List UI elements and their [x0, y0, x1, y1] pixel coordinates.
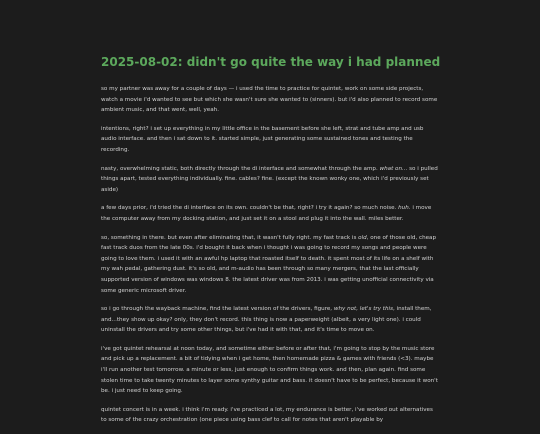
- paragraph-text: quintet concert is in a week. i think i'm ready. i've practiced a lot, my endurance is better, i've worked out alternatives to some of the crazy orchestration (one piece using bass clef to call for notes that aren't playable by: [101, 406, 433, 424]
- paragraph-text: , install them, and...they show up okay? only, they don't record. this thing is now a paperweight (albeit, a very light one). i could uninstall the drivers and try some other things, but i've had it with that, and it's time to move on.: [101, 306, 432, 334]
- post-paragraph: [101, 233, 440, 297]
- paragraph-text: so my partner was away for a couple of days — i used the time to practice for quintet, work on some side projects, watch a movie i'd wanted to see but which she wasn't sure she wanted to (sinners). but i'd also planned to record some ambient music, and that went, well, yeah.: [101, 86, 438, 114]
- post-paragraph: [101, 84, 440, 116]
- post-paragraph: [101, 203, 440, 224]
- paragraph-text: so, something in there. but even after eliminating that, it wasn't fully right. my fast track is: [101, 234, 359, 241]
- emphasized-text: what on...: [379, 165, 408, 172]
- paragraph-text: nasty, overwhelming static, both directly through the di interface and somewhat through the amp.: [101, 165, 380, 172]
- post-paragraph: [101, 304, 440, 336]
- post-paragraph: [101, 344, 440, 397]
- emphasized-text: old: [358, 234, 367, 241]
- paragraph-text: so i go through the wayback machine, find the latest version of the drivers, figure,: [101, 306, 334, 313]
- emphasized-text: why not, let's try this: [333, 306, 394, 313]
- post-body: [101, 84, 440, 434]
- paragraph-text: i've got quintet rehearsal at noon today, and sometime either before or after that, i'm going to stop by the music store and pick up a replacement. a bit of tidying when i get home, then homemade pizza & games with friends (<3). maybe i'll run another test tomorrow. a minute or less, just enough to confirm things work. and then, plan again. find some stolen time to take twenty minutes to layer some synthy guitar and bass. it doesn't have to be perfect, because it won't be. i just need to keep going.: [101, 345, 438, 395]
- post-title: 2025-08-02: didn't go quite the way i had planned: [101, 55, 441, 69]
- post-paragraph: [101, 124, 440, 156]
- paragraph-text: a few days prior, i'd tried the di interface on its own. couldn't be that, right? i try it again? so much noise.: [101, 205, 399, 212]
- emphasized-text: huh.: [398, 205, 411, 212]
- paragraph-text: , one of those old, cheap fast track duos from the late 00s. i'd bought it back when i thought i was going to record my songs and people were going to love them. i used it with an awful hp laptop that roasted itself to death. it spent most of its life on a shelf with my wah pedal, gathering dust. it's so old, and m-audio has been through so many mergers, that the last officially supported version of windows was windows 8. the latest driver was from 2013. i was getting unofficial connectivity via some generic microsoft driver.: [101, 234, 437, 294]
- paragraph-text: intentions, right? i set up everything in my little office in the basement before she left, strat and tube amp and usb audio interface. and then i sat down to it. started simple, just generating some sustained tones and testing the recording.: [101, 125, 424, 153]
- post-paragraph: [101, 164, 440, 196]
- paragraph-text: i move the computer away from my docking station, and just set it on a stool and plug it into the wall. miles better.: [101, 205, 432, 222]
- post-paragraph: [101, 405, 440, 426]
- paragraph-text: so i pulled things apart, tested everything individually. fine. cables? fine. (except the known wonky one, which i'd previously set aside): [101, 165, 438, 193]
